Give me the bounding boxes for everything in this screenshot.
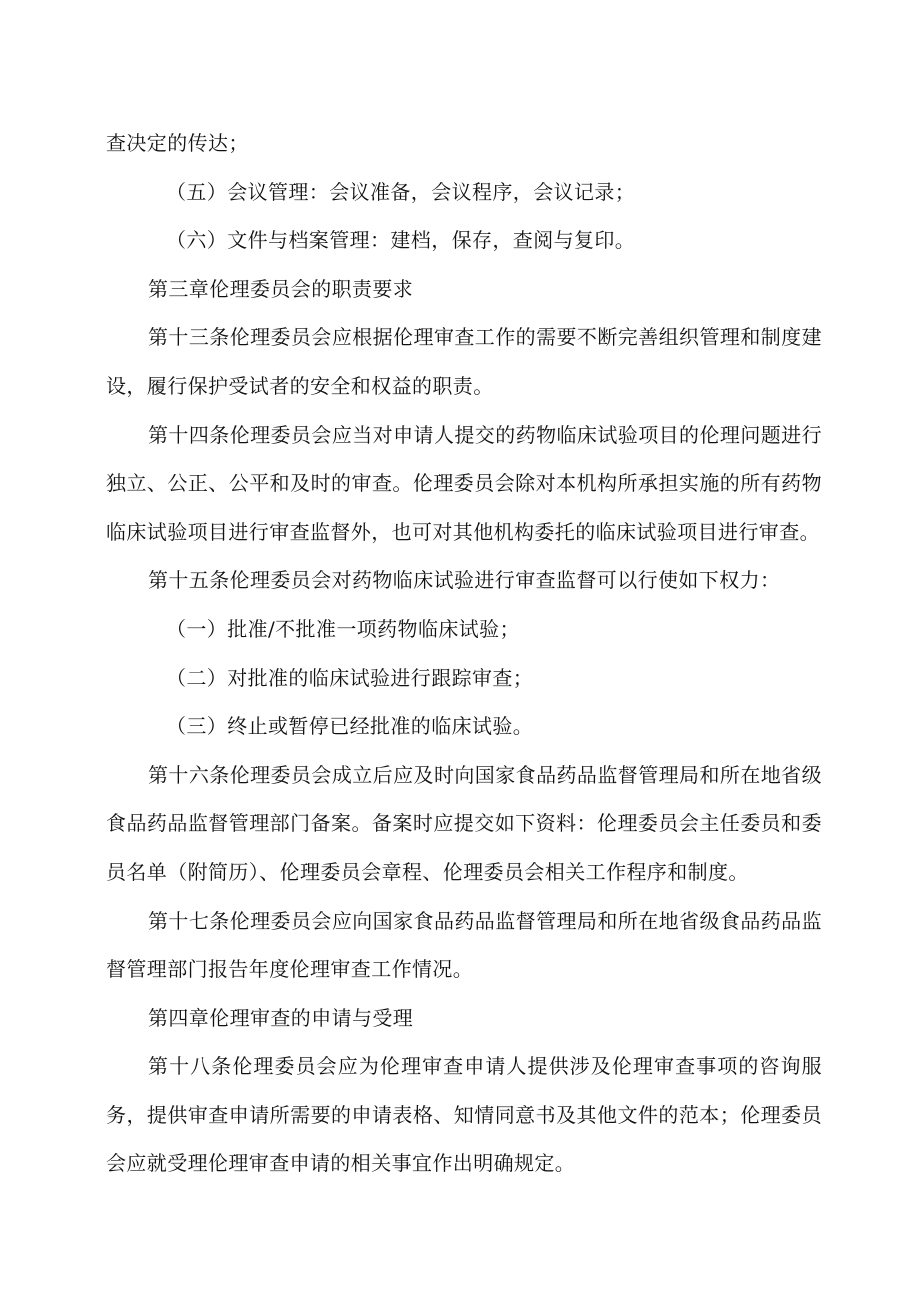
article-15-item-3: （三）终止或暂停已经批准的临床试验。 (166, 714, 534, 739)
article-18: 第十八条伦理委员会应为伦理审查申请人提供涉及伦理审查事项的咨询服务，提供审查申请所需要的申请表格、知情同意书及其他文件的范本；伦理委员会应就受理伦理审查申请的相关事宜作出明确规定。 (106, 1054, 822, 1176)
article-15-item-1: （一）批准/不批准一项药物临床试验； (166, 616, 520, 641)
paragraph-2: （五）会议管理：会议准备，会议程序，会议记录； (166, 179, 636, 204)
article-17: 第十七条伦理委员会应向国家食品药品监督管理局和所在地省级食品药品监督管理部门报告年度伦理审查工作情况。 (106, 908, 822, 982)
article-16: 第十六条伦理委员会成立后应及时向国家食品药品监督管理局和所在地省级食品药品监督管理部门备案。备案时应提交如下资料：伦理委员会主任委员和委员名单（附简历）、伦理委员会章程、伦理委员会相关工作程序和制度。 (106, 762, 822, 884)
paragraph-1: 查决定的传达； (106, 131, 249, 155)
chapter-3-heading: 第三章伦理委员会的职责要求 (148, 276, 414, 301)
paragraph-3: （六）文件与档案管理：建档，保存，查阅与复印。 (166, 228, 636, 253)
article-15-item-2: （二）对批准的临床试验进行跟踪审查； (166, 665, 534, 690)
article-15: 第十五条伦理委员会对药物临床试验进行审查监督可以行使如下权力： (148, 568, 781, 593)
document-page (106, 119, 822, 1188)
article-13: 第十三条伦理委员会应根据伦理审查工作的需要不断完善组织管理和制度建设，履行保护受试者的安全和权益的职责。 (106, 325, 822, 398)
chapter-4-heading: 第四章伦理审查的申请与受理 (148, 1005, 414, 1030)
article-14: 第十四条伦理委员会应当对申请人提交的药物临床试验项目的伦理问题进行独立、公正、公平和及时的审查。伦理委员会除对本机构所承担实施的所有药物临床试验项目进行审查监督外，也可对其他机构委托的临床试验项目进行审查。 (106, 422, 822, 544)
